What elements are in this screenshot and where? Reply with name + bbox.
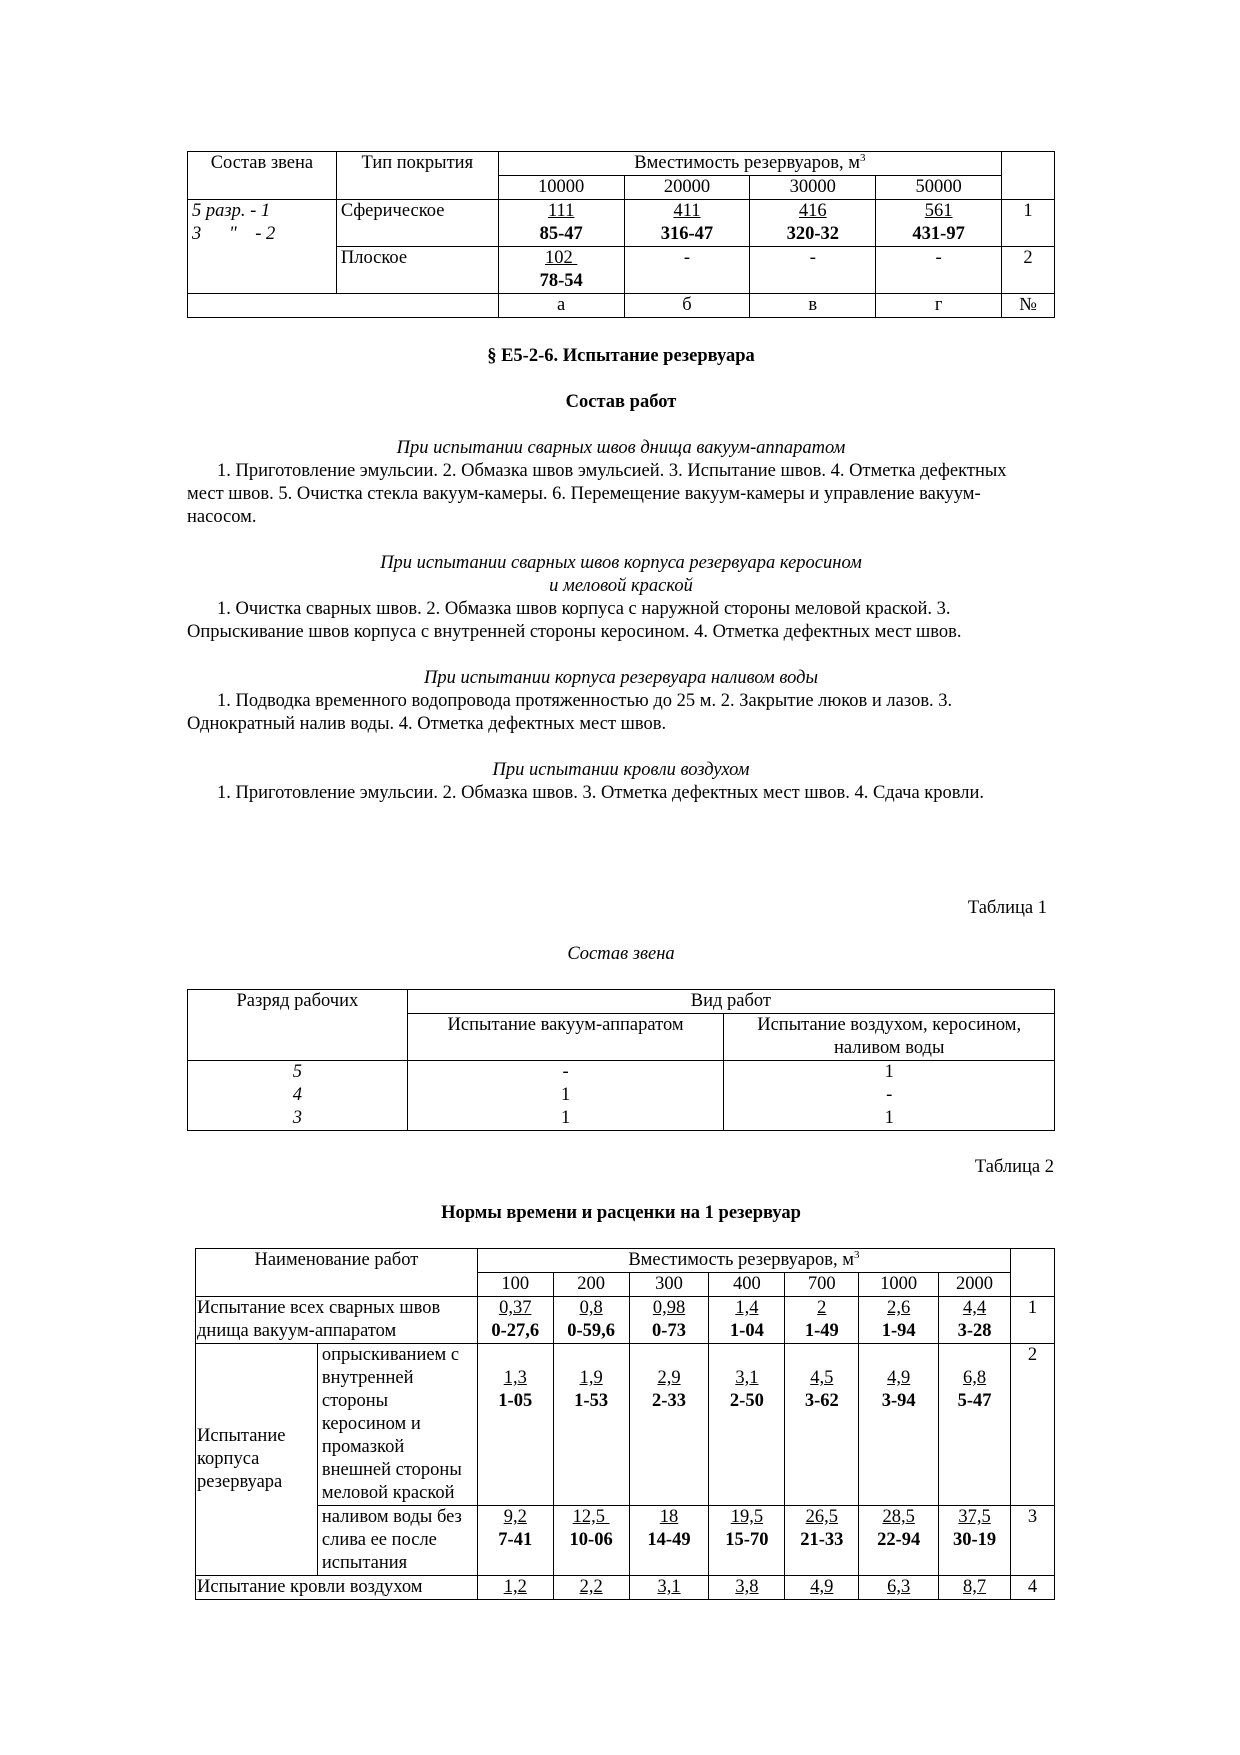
work-name-cell: Испытание кровли воздухом [196,1576,478,1600]
header-rank: Разряд рабочих [188,990,408,1061]
group-name-cell: Испытание корпуса резервуара [196,1344,318,1576]
header-work-name: Наименование работ [196,1249,478,1297]
vacuum-count-cell: - 1 1 [407,1061,724,1131]
column-letter: а [498,294,624,318]
row-number: 2 [1011,1344,1055,1506]
paragraph-air: 1. Приготовление эмульсии. 2. Обмазка швов. 3. Отметка дефектных мест швов. 4. Сдача кровли. [217,783,985,803]
subheading-air: При испытании кровли воздухом [492,760,750,780]
norm-cell: 1,4 1-04 [709,1297,785,1344]
norm-cell: 3,8 [709,1576,785,1600]
norm-cell: 37,5 30-19 [939,1506,1011,1576]
norm-cell: 2,6 1-94 [859,1297,939,1344]
norm-cell: 1,9 1-53 [553,1344,629,1506]
norm-cell: 416 320-32 [750,200,876,247]
letters-empty [188,294,499,318]
norm-cell: 28,5 22-94 [859,1506,939,1576]
norm-cell: 102 78-54 [498,247,624,294]
norm-cell: 6,8 5-47 [939,1344,1011,1506]
column-letter: г [876,294,1002,318]
air-count-cell: 1 - 1 [724,1061,1055,1131]
subheading-vacuum: При испытании сварных швов днища вакуум-аппаратом [396,438,846,458]
capacity-col: 700 [785,1273,859,1297]
team-line: 3 " - 2 [192,224,276,244]
capacity-col: 300 [629,1273,709,1297]
table-team-composition [187,989,1055,1131]
capacity-col: 30000 [750,176,876,200]
row-number: 1 [1002,200,1055,247]
row-number: 3 [1011,1506,1055,1576]
coating-type-cell: Сферическое [336,200,498,247]
team-cell [188,200,337,294]
dash-cell: - [624,247,750,294]
table2-caption: Нормы времени и расценки на 1 резервуар [441,1203,801,1223]
header-num-empty [1011,1249,1055,1297]
dash-cell: - [876,247,1002,294]
paragraph-vacuum: 1. Приготовление эмульсии. 2. Обмазка швов эмульсией. 3. Испытание швов. 4. Отметка дефектных мест швов. 5. Очистка стекла вакуум-камеры. 6. Перемещение вакуум-камеры и управление вакуум-насосом. [187,461,1007,527]
paragraph-kerosene: 1. Очистка сварных швов. 2. Обмазка швов корпуса с наружной стороны меловой краской. 3. Опрыскивание швов корпуса с внутренней стороны керосином. 4. Отметка дефектных мест швов. [187,599,962,642]
table1-caption: Состав звена [567,944,675,964]
dash-cell: - [750,247,876,294]
work-subname-cell: наливом воды без слива ее после испытания [317,1506,477,1576]
norm-cell: 2,2 [553,1576,629,1600]
capacity-col: 1000 [859,1273,939,1297]
header-vacuum: Испытание вакуум-аппаратом [407,1014,724,1061]
table1-label: Таблица 1 [967,898,1047,918]
norm-cell: 4,9 3-94 [859,1344,939,1506]
subheading-kerosene-line2: и меловой краской [549,576,693,596]
norm-cell: 411 316-47 [624,200,750,247]
work-subname-cell: опрыскиванием с внутренней стороны керосином и промазкой внешней стороны меловой краской [317,1344,477,1506]
number-sign: № [1002,294,1055,318]
header-team: Состав звена [188,152,337,200]
table2-label: Таблица 2 [974,1157,1054,1177]
norm-cell: 2,9 2-33 [629,1344,709,1506]
subheading-water: При испытании корпуса резервуара наливом воды [423,668,819,688]
header-capacity: Вместимость резервуаров, $м^3$ [498,152,1001,176]
norm-cell: 26,5 21-33 [785,1506,859,1576]
works-title: Состав работ [565,392,677,412]
norm-cell: 2 1-49 [785,1297,859,1344]
header-air: Испытание воздухом, керосином, наливом воды [724,1014,1055,1061]
capacity-col: 50000 [876,176,1002,200]
norm-cell: 1,3 1-05 [477,1344,553,1506]
header-coating-type: Тип покрытия [336,152,498,200]
rank-cell: 5 4 3 [188,1061,408,1131]
norm-cell: 1,2 [477,1576,553,1600]
norm-cell: 0,37 0-27,6 [477,1297,553,1344]
norm-cell: 3,1 [629,1576,709,1600]
header-capacity: Вместимость резервуаров, $м^3$ [477,1249,1010,1273]
norm-cell: 4,9 [785,1576,859,1600]
capacity-col: 100 [477,1273,553,1297]
row-number: 4 [1011,1576,1055,1600]
table-tank-norms-continued [187,151,1055,318]
section-title: § Е5-2-6. Испытание резервуара [487,346,755,366]
capacity-col: 10000 [498,176,624,200]
norm-cell: 0,8 0-59,6 [553,1297,629,1344]
capacity-col: 200 [553,1273,629,1297]
header-work-type: Вид работ [407,990,1054,1014]
norm-cell: 9,2 7-41 [477,1506,553,1576]
work-name-cell: Испытание всех сварных швов днища вакуум-аппаратом [196,1297,478,1344]
header-num-empty [1002,152,1055,200]
norm-cell: 4,4 3-28 [939,1297,1011,1344]
norm-cell: 6,3 [859,1576,939,1600]
norm-cell: 4,5 3-62 [785,1344,859,1506]
norm-cell: 8,7 [939,1576,1011,1600]
team-line: 5 разр. - 1 [192,201,271,221]
capacity-col: 20000 [624,176,750,200]
norm-cell: 18 14-49 [629,1506,709,1576]
column-letter: б [624,294,750,318]
paragraph-water: 1. Подводка временного водопровода протяженностью до 25 м. 2. Закрытие люков и лазов. 3. Однократный налив воды. 4. Отметка дефектных мест швов. [187,691,953,734]
capacity-col: 2000 [939,1273,1011,1297]
column-letter: в [750,294,876,318]
coating-type-cell: Плоское [336,247,498,294]
norm-cell: 12,5 10-06 [553,1506,629,1576]
norm-cell: 111 85-47 [498,200,624,247]
subheading-kerosene-line1: При испытании сварных швов корпуса резервуара керосином [380,553,862,573]
row-number: 2 [1002,247,1055,294]
norm-cell: 561 431-97 [876,200,1002,247]
table-time-norms [195,1248,1055,1600]
norm-cell: 19,5 15-70 [709,1506,785,1576]
norm-cell: 3,1 2-50 [709,1344,785,1506]
norm-cell: 0,98 0-73 [629,1297,709,1344]
capacity-col: 400 [709,1273,785,1297]
row-number: 1 [1011,1297,1055,1344]
